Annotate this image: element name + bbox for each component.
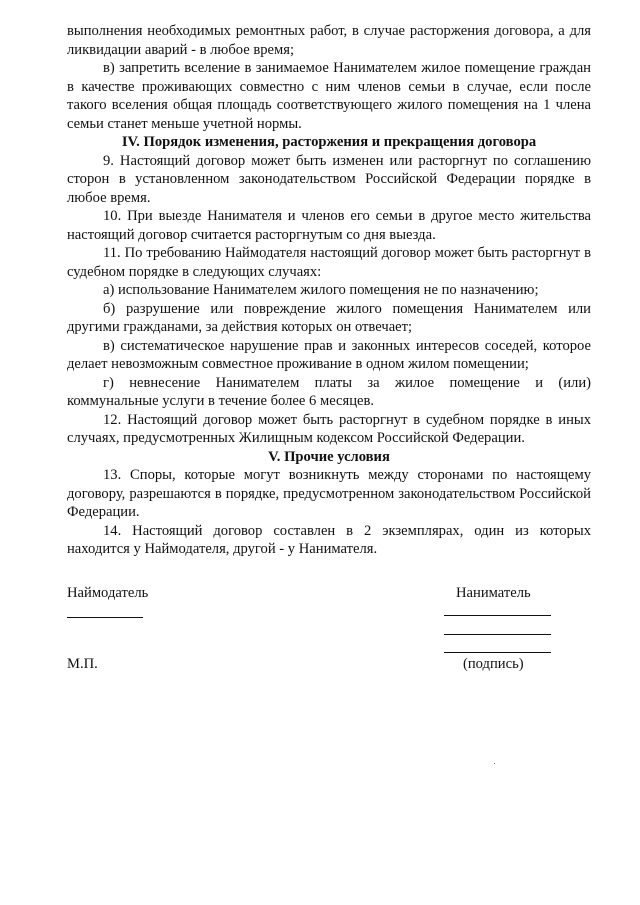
landlord-signature-line	[67, 617, 143, 618]
tenant-line-3	[444, 652, 551, 653]
tenant-line-1	[444, 615, 551, 616]
document-body	[67, 22, 591, 559]
clause-11-b: б) разрушение или повреждение жилого помещения Нанимателем или другими гражданами, за действия которых он отвечает;	[67, 300, 591, 335]
clause-11-g: г) невнесение Нанимателем платы за жилое помещение и (или) коммунальные услуги в течение более 6 месяцев.	[67, 374, 591, 409]
clause-9: 9. Настоящий договор может быть изменен или расторгнут по соглашению сторон в установленном законодательством Российской Федерации порядке в любое время.	[67, 152, 591, 206]
clause-11-v: в) систематическое нарушение прав и законных интересов соседей, которое делает невозможным совместное проживание в одном жилом помещении;	[67, 337, 591, 372]
signature-caption: (подпись)	[463, 656, 524, 672]
stamp-label: М.П.	[67, 656, 98, 672]
clause-11: 11. По требованию Наймодателя настоящий договор может быть расторгнут в судебном порядке в следующих случаях:	[67, 245, 591, 280]
tenant-label: Наниматель	[456, 585, 531, 601]
landlord-label: Наймодатель	[67, 585, 149, 601]
continuation-paragraph: выполнения необходимых ремонтных работ, в случае расторжения договора, а для ликвидации аварий - в любое время;	[67, 23, 591, 58]
clause-13: 13. Споры, которые могут возникнуть между сторонами по настоящему договору, разрешаются в порядке, предусмотренном законодательством Российской Федерации.	[67, 467, 591, 520]
clause-12: 12. Настоящий договор может быть расторгнут в судебном порядке в иных случаях, предусмотренных Жилищным кодексом Российской Федерации.	[67, 411, 591, 446]
section-5-title: V. Прочие условия	[268, 448, 390, 465]
clause-10: 10. При выезде Нанимателя и членов его семьи в другое место жительства настоящий договор считается расторгнутым со дня выезда.	[67, 208, 591, 243]
scan-speck	[494, 763, 495, 764]
clause-14: 14. Настоящий договор составлен в 2 экземплярах, один из которых находится у Наймодателя, другой - у Нанимателя.	[67, 522, 591, 557]
tenant-line-2	[444, 634, 551, 635]
section-4-title: IV. Порядок изменения, расторжения и прекращения договора	[121, 134, 537, 150]
clause-11-a: а) использование Нанимателем жилого помещения не по назначению;	[103, 282, 539, 298]
clause-v: в) запретить вселение в занимаемое Нанимателем жилое помещение граждан в качестве проживающих совместно с ним членов семьи в случае, если после такого вселения общая площадь соответствующего жилого помещения на 1 члена семьи станет меньше учетной нормы.	[67, 60, 591, 132]
